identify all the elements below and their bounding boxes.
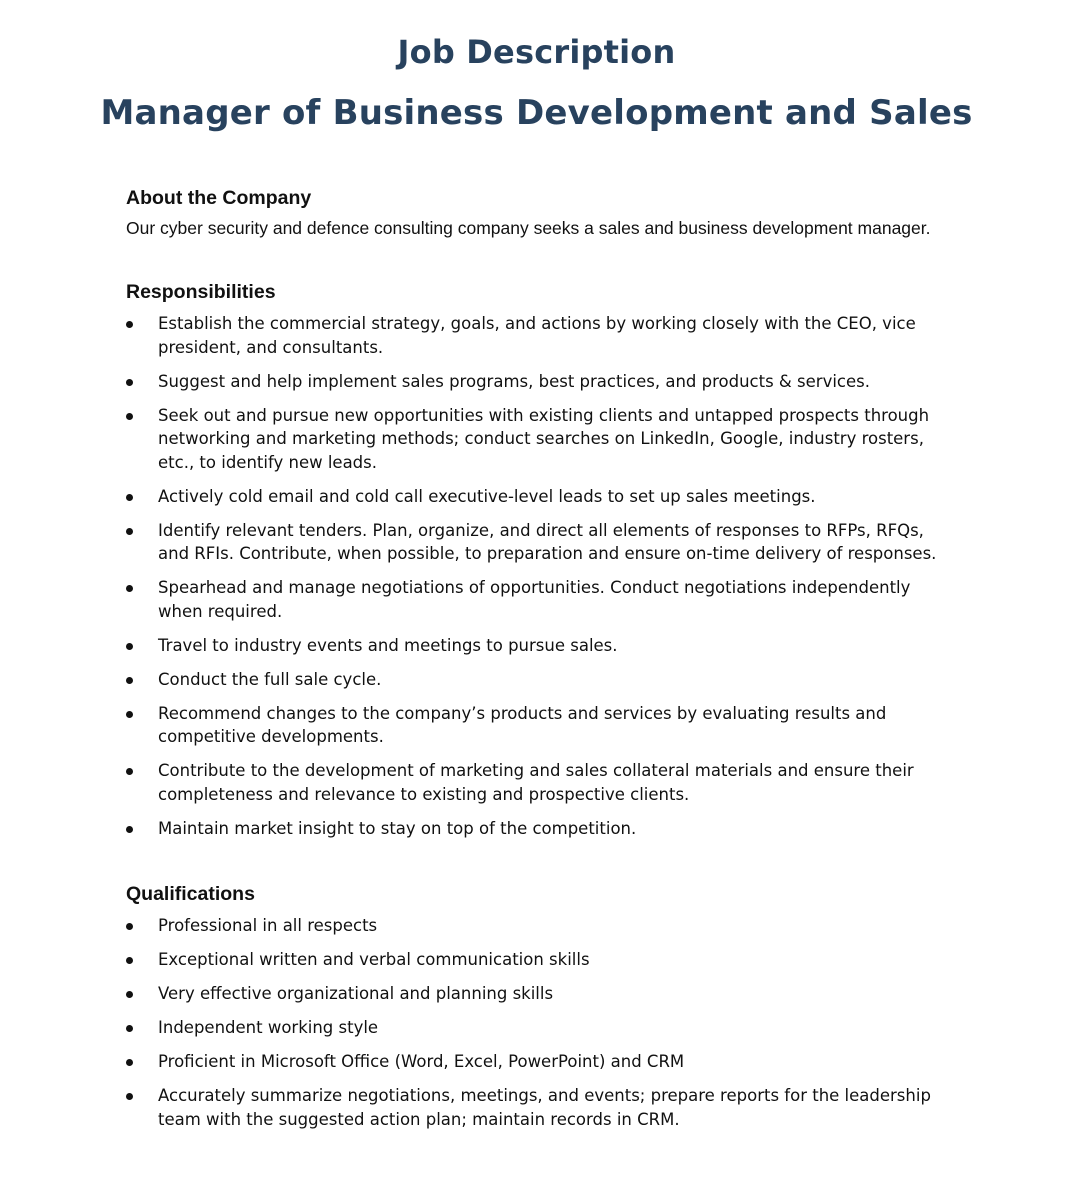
bullet-icon	[126, 826, 133, 833]
responsibility-item	[126, 485, 956, 509]
responsibility-text: Identify relevant tenders. Plan, organize, and direct all elements of responses to RFPs, RFQs, and RFIs. Contribute, when possible, to preparation and ensure on-time delivery of responses.	[158, 520, 937, 563]
responsibility-text: Suggest and help implement sales programs, best practices, and products & services.	[158, 371, 870, 391]
responsibility-item	[126, 576, 956, 623]
responsibilities-section	[126, 280, 956, 851]
about-text: Our cyber security and defence consulting company seeks a sales and business development manager.	[126, 218, 931, 238]
bullet-icon	[126, 1059, 133, 1066]
bullet-icon	[126, 677, 133, 684]
qualification-item	[126, 1050, 956, 1074]
document-title: Job Description	[397, 33, 676, 71]
bullet-icon	[126, 957, 133, 964]
responsibility-item	[126, 634, 956, 658]
qualification-item	[126, 914, 956, 938]
responsibilities-heading: Responsibilities	[126, 281, 276, 303]
responsibilities-list	[126, 312, 956, 840]
bullet-icon	[126, 528, 133, 535]
bullet-icon	[126, 321, 133, 328]
responsibility-text: Travel to industry events and meetings to pursue sales.	[158, 635, 618, 655]
responsibility-text: Conduct the full sale cycle.	[158, 669, 382, 689]
bullet-icon	[126, 711, 133, 718]
bullet-icon	[126, 413, 133, 420]
responsibility-text: Establish the commercial strategy, goals, and actions by working closely with the CEO, vice president, and consultants.	[158, 314, 916, 357]
qualification-text: Exceptional written and verbal communication skills	[158, 950, 590, 969]
responsibility-item	[126, 759, 956, 806]
responsibility-text: Maintain market insight to stay on top of the competition.	[158, 818, 637, 838]
qualification-text: Professional in all respects	[158, 916, 378, 935]
qualification-item	[126, 982, 956, 1006]
responsibility-text: Recommend changes to the company’s products and services by evaluating results and competitive developments.	[158, 703, 887, 746]
bullet-icon	[126, 585, 133, 592]
qualifications-list	[126, 914, 956, 1131]
about-section	[126, 186, 956, 240]
bullet-icon	[126, 494, 133, 501]
responsibility-text: Spearhead and manage negotiations of opportunities. Conduct negotiations independently when required.	[158, 578, 911, 621]
job-title: Manager of Business Development and Sales	[100, 93, 973, 133]
qualifications-heading: Qualifications	[126, 883, 255, 905]
qualification-item	[126, 1016, 956, 1040]
qualification-item	[126, 948, 956, 972]
about-heading: About the Company	[126, 187, 312, 209]
responsibility-item	[126, 370, 956, 394]
qualification-text: Accurately summarize negotiations, meetings, and events; prepare reports for the leadership team with the suggested action plan; maintain records in CRM.	[158, 1086, 931, 1129]
qualification-text: Very effective organizational and planning skills	[158, 984, 554, 1003]
responsibility-text: Actively cold email and cold call executive-level leads to set up sales meetings.	[158, 486, 816, 506]
qualifications-section	[126, 882, 956, 1142]
bullet-icon	[126, 643, 133, 650]
qualification-text: Proficient in Microsoft Office (Word, Excel, PowerPoint) and CRM	[158, 1052, 685, 1071]
responsibility-item	[126, 817, 956, 841]
responsibility-item	[126, 668, 956, 692]
bullet-icon	[126, 991, 133, 998]
responsibility-item	[126, 312, 956, 359]
bullet-icon	[126, 379, 133, 386]
bullet-icon	[126, 1025, 133, 1032]
qualification-item	[126, 1084, 956, 1131]
responsibility-item	[126, 404, 956, 475]
responsibility-item	[126, 702, 956, 749]
bullet-icon	[126, 923, 133, 930]
responsibility-text: Contribute to the development of marketing and sales collateral materials and ensure their completeness and relevance to existing and prospective clients.	[158, 761, 914, 804]
bullet-icon	[126, 1093, 133, 1100]
bullet-icon	[126, 768, 133, 775]
responsibility-text: Seek out and pursue new opportunities with existing clients and untapped prospects through networking and marketing methods; conduct searches on LinkedIn, Google, industry rosters, etc., to identify new leads.	[158, 405, 930, 472]
responsibility-item	[126, 519, 956, 566]
qualification-text: Independent working style	[158, 1018, 379, 1037]
